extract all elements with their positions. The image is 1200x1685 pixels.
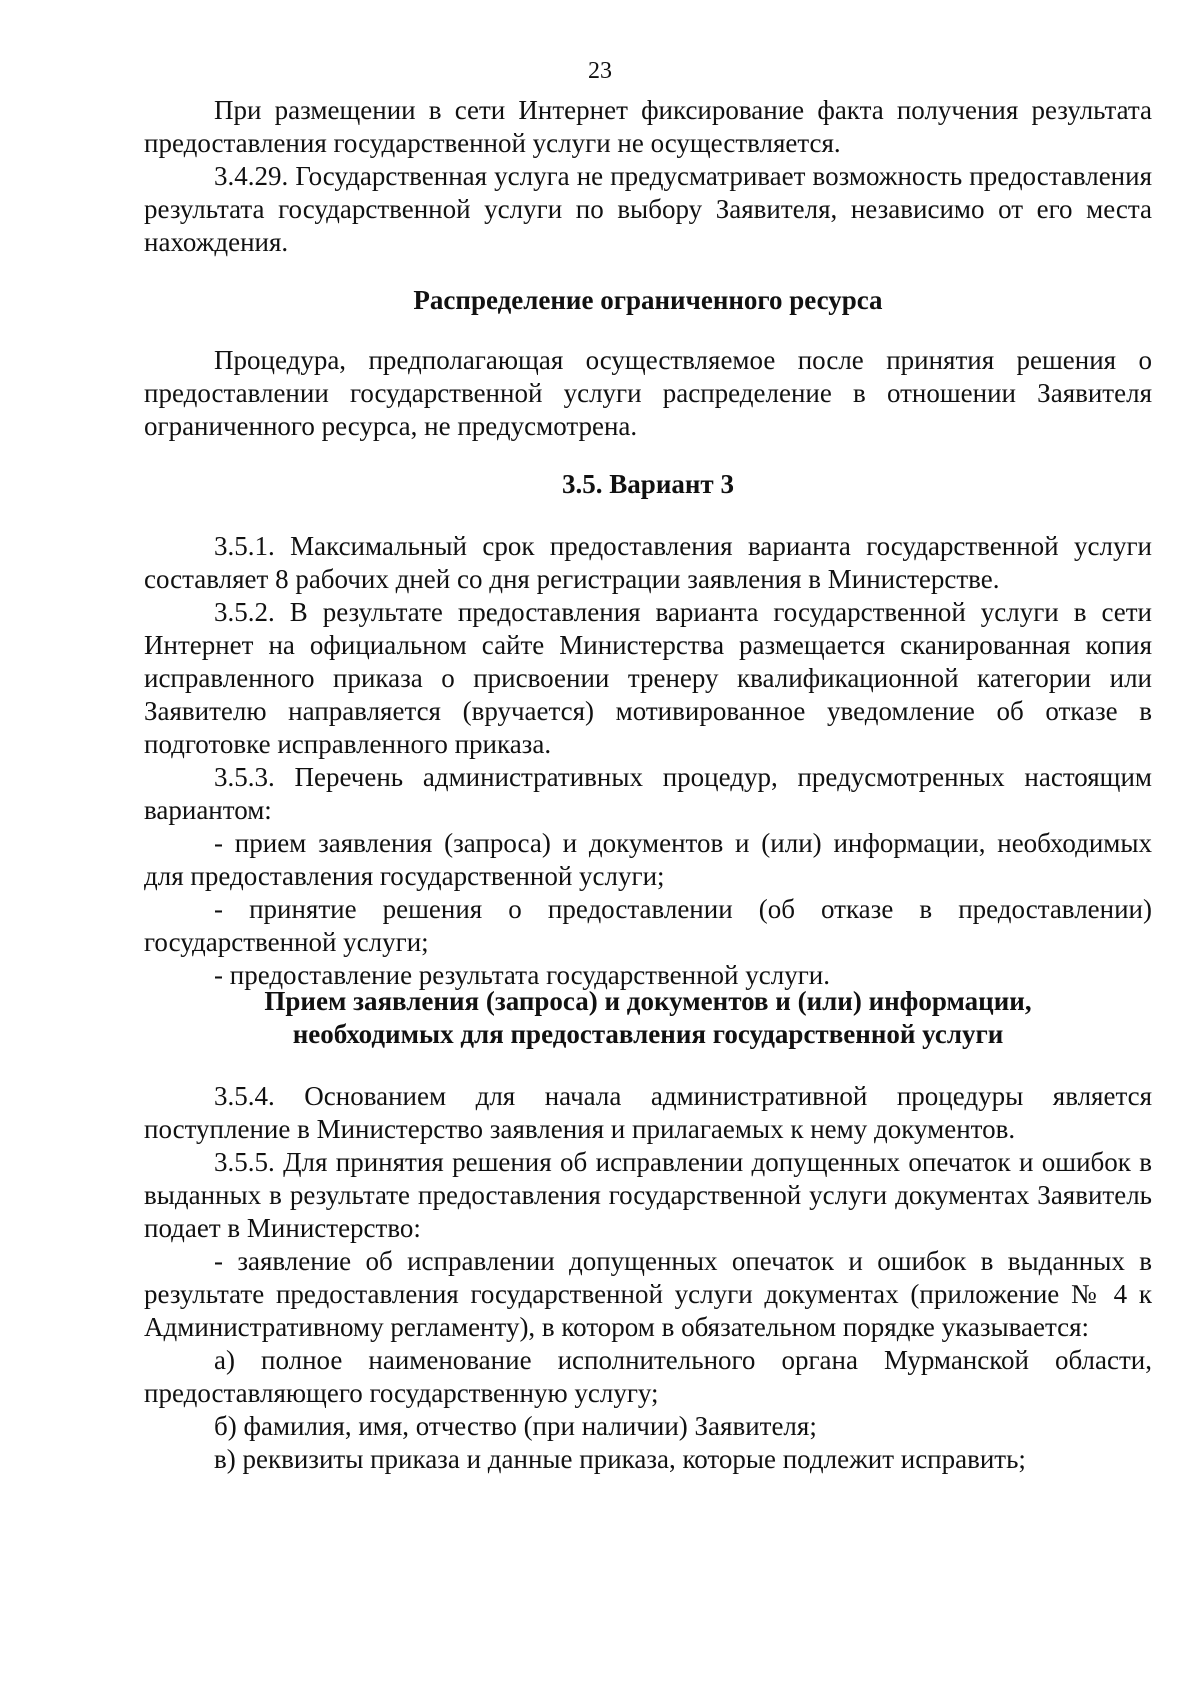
text-block-1 bbox=[144, 94, 1152, 259]
section-heading: 3.5. Вариант 3 bbox=[562, 469, 734, 499]
paragraph: 3.4.29. Государственная услуга не предусматривает возможность предоставления результата государственной услуги по выбору Заявителя, независимо от его места нахождения. bbox=[144, 161, 1152, 257]
paragraph: 3.5.3. Перечень административных процедур, предусмотренных настоящим вариантом: bbox=[144, 762, 1152, 825]
paragraph: 3.5.5. Для принятия решения об исправлении допущенных опечаток и ошибок в выданных в результате предоставления государственной услуги документах Заявитель подает в Министерство: bbox=[144, 1147, 1152, 1243]
text-block-2 bbox=[144, 344, 1152, 443]
paragraph: 3.5.1. Максимальный срок предоставления варианта государственной услуги составляет 8 рабочих дней со дня регистрации заявления в Министерстве. bbox=[144, 531, 1152, 594]
paragraph: Процедура, предполагающая осуществляемое после принятия решения о предоставлении государственной услуги распределение в отношении Заявителя ограниченного ресурса, не предусмотрена. bbox=[144, 345, 1152, 441]
text-block-3 bbox=[144, 530, 1152, 992]
list-item: а) полное наименование исполнительного органа Мурманской области, предоставляющего государственную услугу; bbox=[144, 1345, 1152, 1408]
list-item: - прием заявления (запроса) и документов и (или) информации, необходимых для предоставления государственной услуги; bbox=[144, 828, 1152, 891]
list-item: - предоставление результата государственной услуги. bbox=[214, 960, 830, 990]
list-item: б) фамилия, имя, отчество (при наличии) Заявителя; bbox=[214, 1411, 817, 1441]
heading-line: Прием заявления (запроса) и документов и (или) информации, bbox=[264, 986, 1032, 1016]
paragraph: При размещении в сети Интернет фиксирование факта получения результата предоставления государственной услуги не осуществляется. bbox=[144, 95, 1152, 158]
list-item: - заявление об исправлении допущенных опечаток и ошибок в выданных в результате предоставления государственной услуги документах (приложение № 4 к Административному регламенту), в котором в обязательном порядке указывается: bbox=[144, 1246, 1152, 1342]
text-block-4 bbox=[144, 1080, 1152, 1476]
heading-line: необходимых для предоставления государственной услуги bbox=[292, 1019, 1004, 1049]
section-heading bbox=[144, 985, 1152, 1051]
paragraph: 3.5.2. В результате предоставления варианта государственной услуги в сети Интернет на официальном сайте Министерства размещается сканированная копия исправленного приказа о присвоении тренеру квалификационной категории или Заявителю направляется (вручается) мотивированное уведомление об отказе в подготовке исправленного приказа. bbox=[144, 597, 1152, 759]
paragraph: 3.5.4. Основанием для начала административной процедуры является поступление в Министерство заявления и прилагаемых к нему документов. bbox=[144, 1081, 1152, 1144]
list-item: в) реквизиты приказа и данные приказа, которые подлежит исправить; bbox=[214, 1444, 1026, 1474]
list-item: - принятие решения о предоставлении (об отказе в предоставлении) государственной услуги; bbox=[144, 894, 1152, 957]
section-heading: Распределение ограниченного ресурса bbox=[413, 285, 883, 315]
page-number: 23 bbox=[588, 58, 612, 84]
